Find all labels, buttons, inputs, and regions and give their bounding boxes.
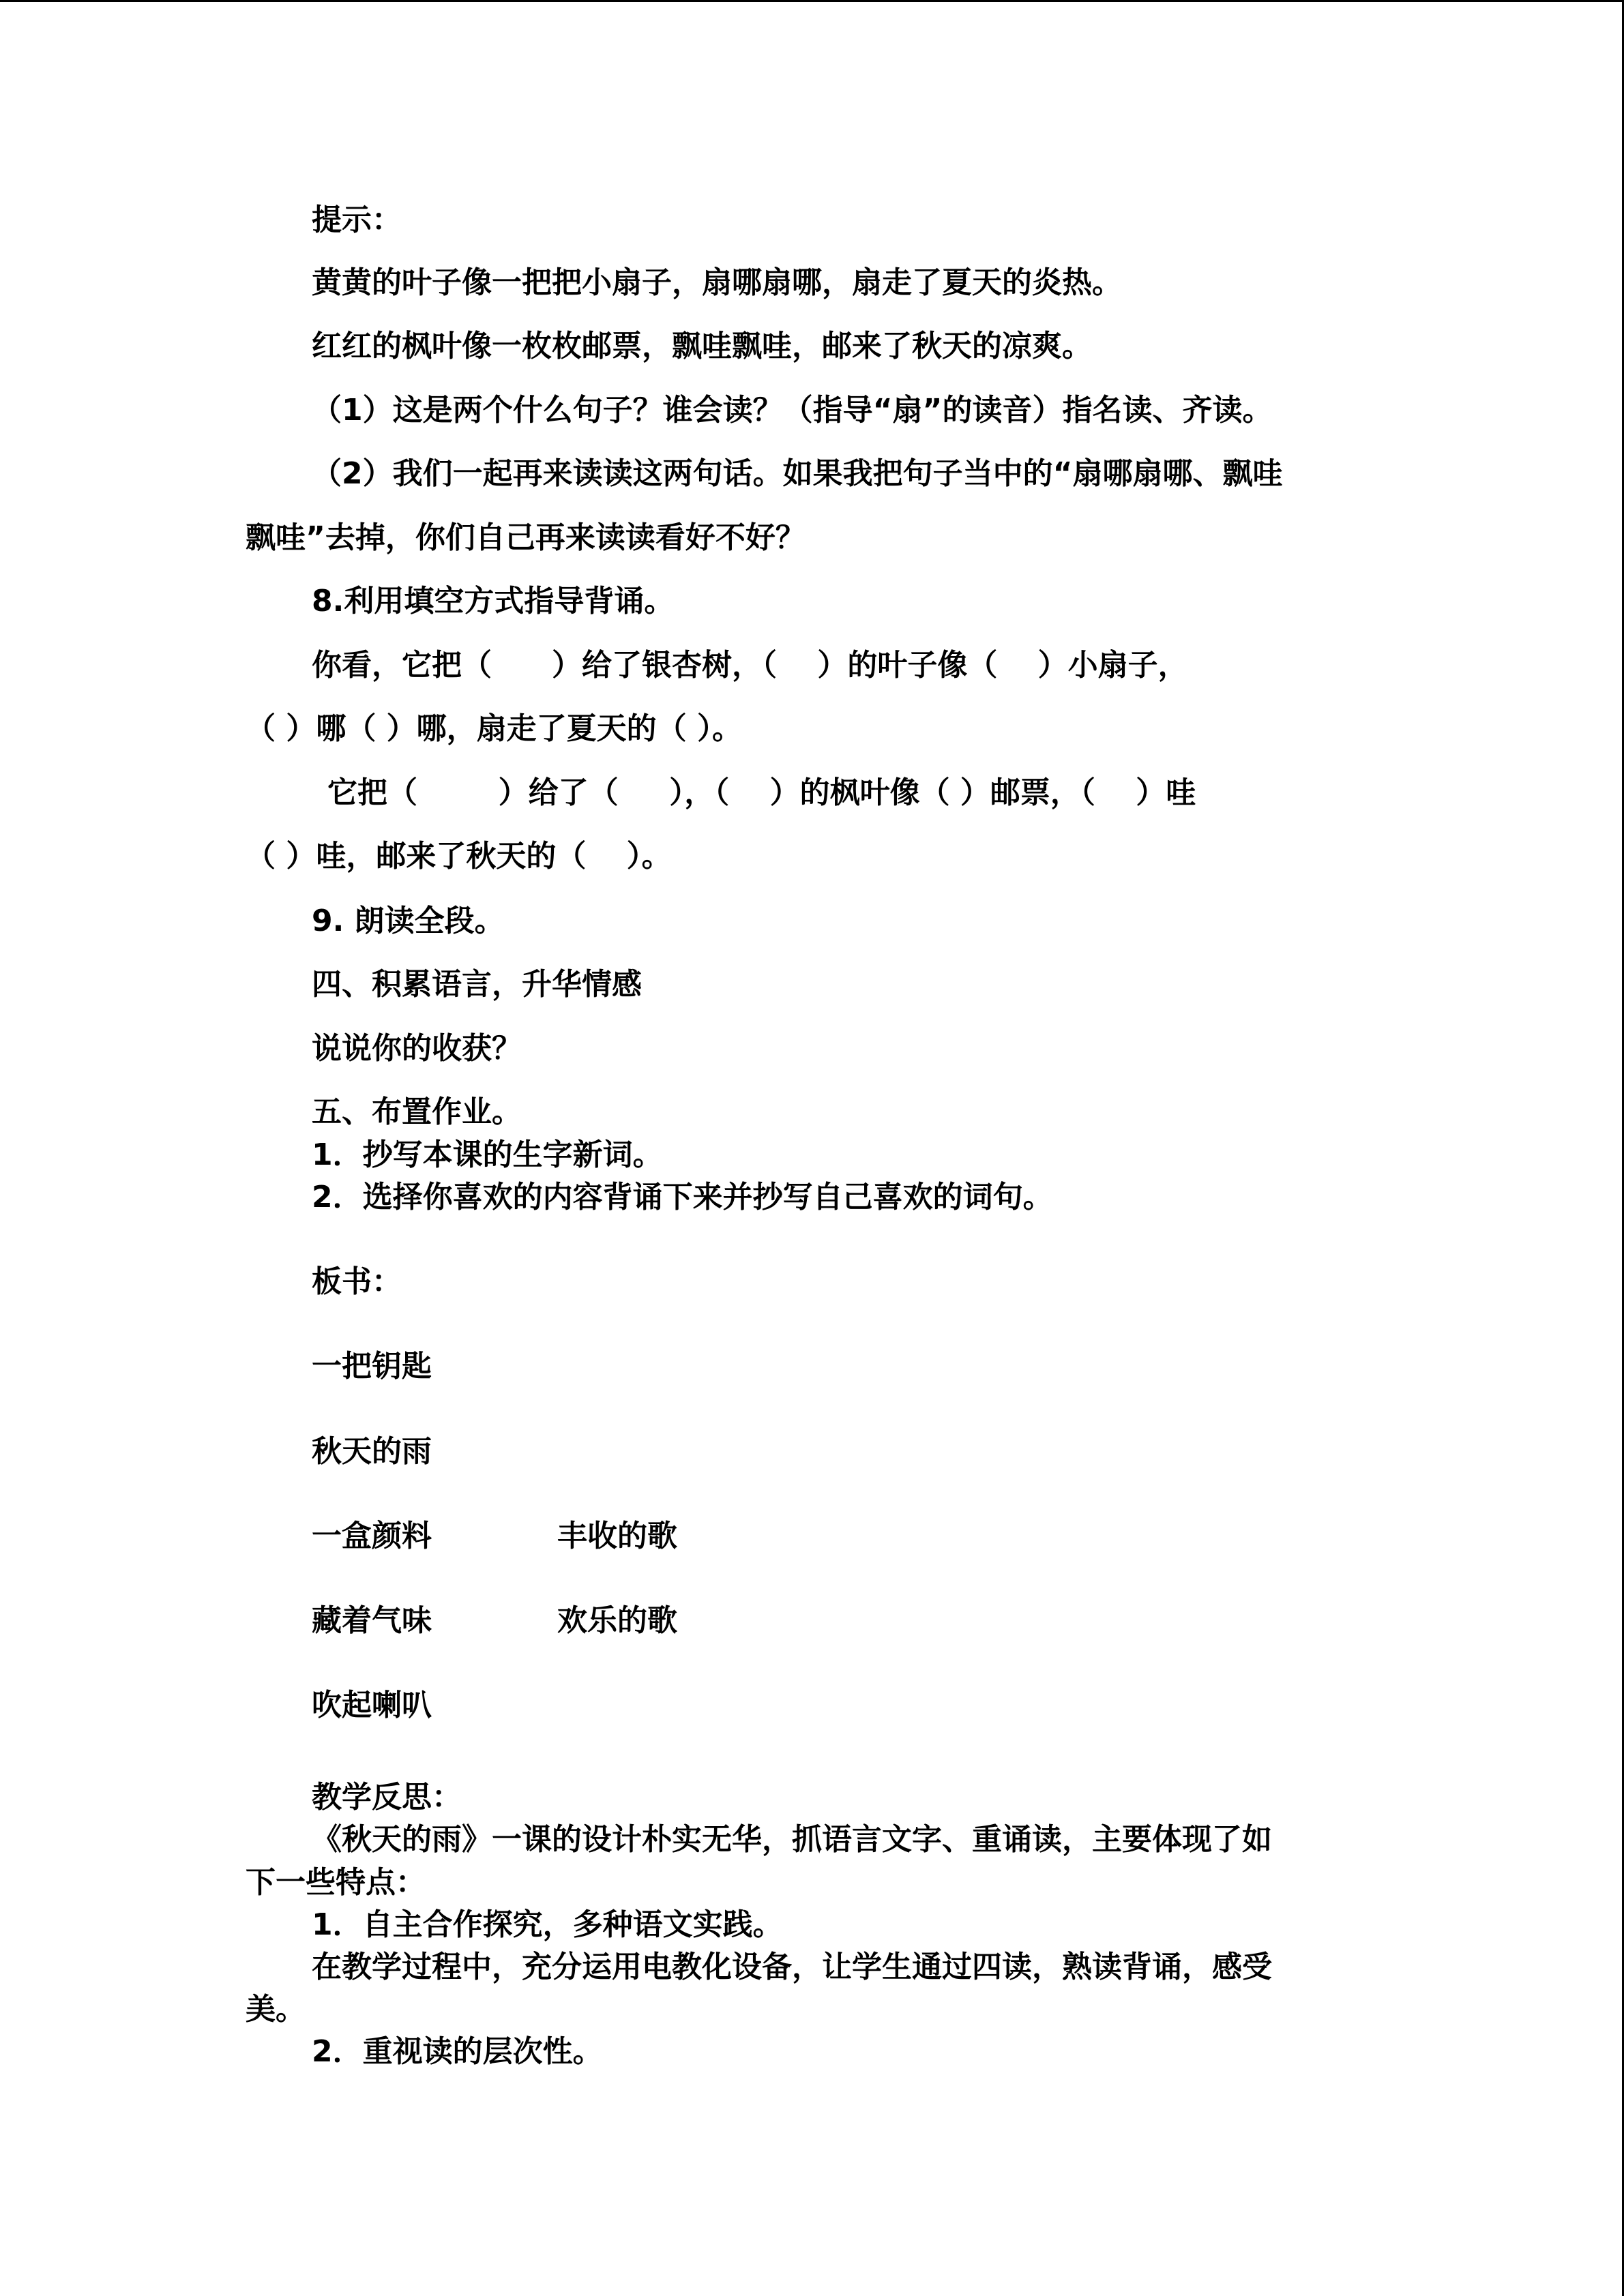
blackboard-item: 一把钥匙 [312,1349,432,1384]
blackboard-item: 吹起喇叭 [312,1688,432,1723]
reflection-point-2: 2．重视读的层次性。 [312,2034,603,2069]
reflection-para-2-line-2: 美。 [246,1992,306,2027]
blackboard-item: 丰收的歌 [557,1519,677,1553]
homework-item-1: 1．抄写本课的生字新词。 [312,1137,663,1172]
blackboard-heading: 板书： [312,1264,402,1299]
question-2-line-1: （2）我们一起再来读读这两句话。如果我把句子当中的“扇哪扇哪、飘哇 [312,456,1283,491]
homework-item-2: 2．选择你喜欢的内容背诵下来并抄写自己喜欢的词句。 [312,1180,1053,1214]
section-5-heading: 五、布置作业。 [312,1094,522,1129]
reflection-para-2-line-1: 在教学过程中，充分运用电教化设备，让学生通过四读，熟读背诵，感受 [312,1950,1272,1984]
example-sentence-1: 黄黄的叶子像一把把小扇子，扇哪扇哪，扇走了夏天的炎热。 [312,265,1122,300]
blackboard-item: 一盒颜料 [312,1519,432,1553]
question-2-line-2: 飘哇”去掉，你们自己再来读读看好不好？ [246,520,806,555]
blackboard-item: 秋天的雨 [312,1434,432,1469]
section-4-heading: 四、积累语言，升华情感 [312,967,642,1002]
fill-blank-2-line-2: （ ）哇，邮来了秋天的（ ）。 [246,839,672,874]
hint-heading: 提示： [312,203,402,237]
section-4-prompt: 说说你的收获？ [312,1031,522,1066]
reflection-heading: 教学反思： [312,1780,462,1815]
blackboard-item: 藏着气味 [312,1603,432,1638]
reflection-para-1-line-2: 下一些特点： [246,1865,426,1900]
fill-blank-1-line-1: 你看，它把（ ）给了银杏树，（ ）的叶子像（ ）小扇子， [312,648,1188,683]
example-sentence-2: 红红的枫叶像一枚枚邮票，飘哇飘哇，邮来了秋天的凉爽。 [312,329,1092,363]
reflection-point-1: 1．自主合作探究，多种语文实践。 [312,1907,783,1942]
step-8-heading: 8.利用填空方式指导背诵。 [312,584,675,618]
fill-blank-1-line-2: （ ）哪（ ）哪，扇走了夏天的（ ）。 [246,711,742,746]
step-9-heading: 9. 朗读全段。 [312,904,505,938]
question-1: （1）这是两个什么句子？谁会读？（指导“扇”的读音）指名读、齐读。 [312,393,1273,428]
blackboard-item: 欢乐的歌 [557,1603,677,1638]
fill-blank-2-line-1: 它把（ ）给了（ ），（ ）的枫叶像（ ）邮票，（ ）哇 [327,775,1196,810]
reflection-para-1-line-1: 《秋天的雨》一课的设计朴实无华，抓语言文字、重诵读，主要体现了如 [312,1822,1272,1857]
